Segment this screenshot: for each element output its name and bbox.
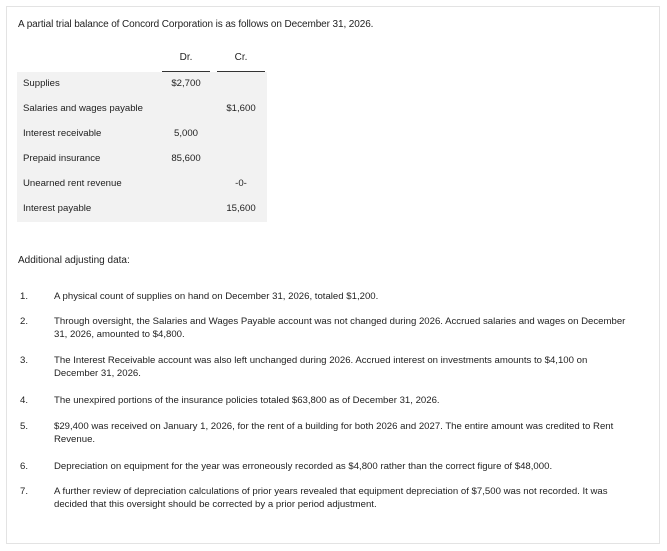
item-number: 7. [20, 486, 29, 497]
account-name: Prepaid insurance [23, 153, 101, 164]
table-row [17, 147, 267, 172]
intro-text: A partial trial balance of Concord Corporation is as follows on December 31, 2026. [18, 19, 374, 30]
item-number: 4. [20, 395, 29, 406]
item-number: 2. [20, 316, 29, 327]
table-row [17, 197, 267, 222]
cr-column-header: Cr. [234, 52, 248, 63]
account-name: Salaries and wages payable [23, 103, 144, 114]
item-number: 3. [20, 355, 29, 366]
table-row [17, 172, 267, 197]
account-name: Interest payable [23, 203, 92, 214]
table-row [17, 97, 267, 122]
item-text: Through oversight, the Salaries and Wages Payable account was not changed during 2026. Accrued salaries and wages on December 31, 2026, amounted to $4,800. [54, 316, 626, 340]
dr-column-header: Dr. [179, 52, 193, 63]
table-row [17, 72, 267, 97]
table-row [17, 122, 267, 147]
additional-data-heading: Additional adjusting data: [18, 255, 130, 266]
debit-value: 5,000 [173, 128, 198, 139]
item-text: The Interest Receivable account was also left unchanged during 2026. Accrued interest on investments amounts to $4,100 on December 31, 2026. [54, 355, 588, 379]
item-text: Depreciation on equipment for the year was erroneously recorded as $4,800 rather than the correct figure of $48,000. [54, 461, 553, 472]
debit-value: 85,600 [171, 153, 201, 164]
trial-balance-table [17, 72, 267, 222]
item-number: 6. [20, 461, 29, 472]
item-text: The unexpired portions of the insurance policies totaled $63,800 as of December 31, 2026. [54, 395, 440, 406]
item-text: A physical count of supplies on hand on December 31, 2026, totaled $1,200. [54, 291, 379, 302]
credit-value: 15,600 [226, 203, 256, 214]
account-name: Interest receivable [23, 128, 102, 139]
account-name: Supplies [23, 78, 60, 89]
item-text: A further review of depreciation calculations of prior years revealed that equipment depreciation of $7,500 was not recorded. It was decided that this oversight should be corrected by a prior period adjustment. [54, 486, 608, 510]
credit-value: -0- [235, 178, 247, 189]
item-number: 5. [20, 421, 29, 432]
item-text: $29,400 was received on January 1, 2026, for the rent of a building for both 2026 and 2027. The entire amount was credited to Rent Revenue. [54, 421, 614, 445]
item-number: 1. [20, 291, 29, 302]
debit-value: $2,700 [171, 78, 201, 89]
credit-value: $1,600 [226, 103, 256, 114]
account-name: Unearned rent revenue [23, 178, 122, 189]
